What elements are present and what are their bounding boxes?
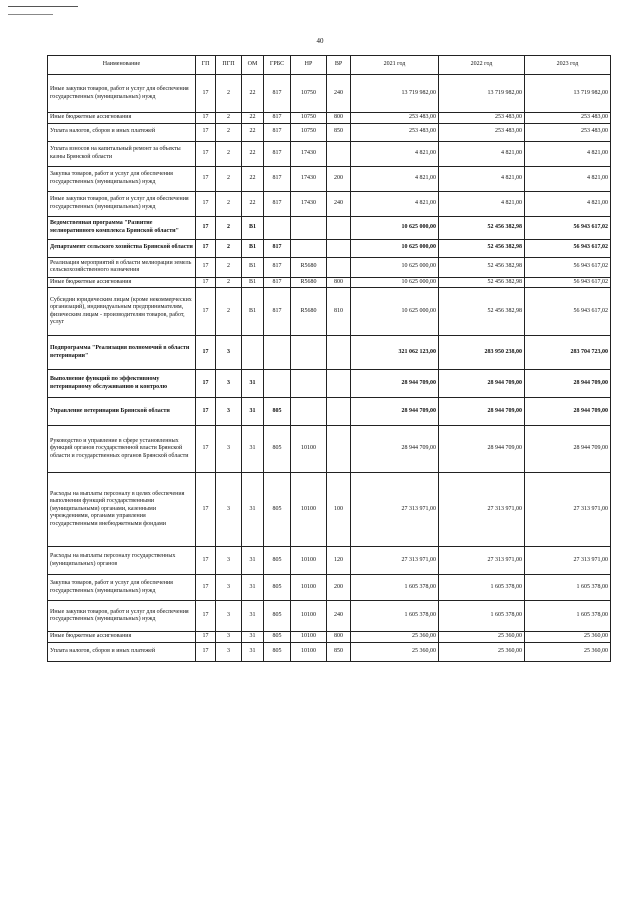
cell-om: 31 [242, 473, 264, 547]
cell-y2023: 25 360,00 [525, 632, 611, 643]
table-row [48, 239, 611, 257]
column-header-gp: ГП [196, 56, 216, 75]
header-rule-short [8, 14, 53, 15]
cell-y2022: 52 456 382,98 [439, 257, 525, 277]
cell-y2023: 56 943 617,02 [525, 239, 611, 257]
cell-y2022: 1 605 378,00 [439, 601, 525, 632]
cell-vr: 850 [327, 642, 351, 661]
cell-y2022: 27 313 971,00 [439, 473, 525, 547]
cell-vr: 120 [327, 547, 351, 575]
cell-name: Иные бюджетные ассигнования [48, 632, 196, 643]
cell-grbs: 817 [264, 257, 291, 277]
cell-gp: 17 [196, 632, 216, 643]
cell-y2022: 52 456 382,98 [439, 288, 525, 336]
cell-y2022: 4 821,00 [439, 166, 525, 191]
table-row [48, 547, 611, 575]
cell-om: 22 [242, 75, 264, 113]
cell-grbs: 805 [264, 547, 291, 575]
cell-pgp: 2 [216, 166, 242, 191]
table-row [48, 191, 611, 216]
cell-pgp: 3 [216, 575, 242, 601]
cell-nr: 10750 [291, 123, 327, 141]
cell-grbs: 817 [264, 75, 291, 113]
cell-om: 31 [242, 547, 264, 575]
cell-grbs: 805 [264, 398, 291, 426]
cell-gp: 17 [196, 288, 216, 336]
cell-y2023: 27 313 971,00 [525, 473, 611, 547]
cell-name: Иные закупки товаров, работ и услуг для обеспечения государственных (муниципальных) нужд [48, 601, 196, 632]
cell-grbs: 805 [264, 473, 291, 547]
cell-pgp: 3 [216, 473, 242, 547]
cell-pgp: 3 [216, 370, 242, 398]
table-row [48, 288, 611, 336]
cell-vr [327, 426, 351, 473]
cell-y2021: 10 625 000,00 [351, 216, 439, 239]
cell-y2023: 4 821,00 [525, 191, 611, 216]
cell-gp: 17 [196, 141, 216, 166]
cell-name: Управление ветеринарии Брянской области [48, 398, 196, 426]
cell-y2022: 27 313 971,00 [439, 547, 525, 575]
cell-y2023: 27 313 971,00 [525, 547, 611, 575]
table-row [48, 113, 611, 124]
cell-gp: 17 [196, 642, 216, 661]
cell-y2021: 253 483,00 [351, 123, 439, 141]
cell-pgp: 2 [216, 141, 242, 166]
cell-name: Закупка товаров, работ и услуг для обеспечения государственных (муниципальных) нужд [48, 575, 196, 601]
table-row [48, 398, 611, 426]
cell-nr: 10100 [291, 426, 327, 473]
cell-y2021: 25 360,00 [351, 642, 439, 661]
cell-vr: 240 [327, 191, 351, 216]
cell-om: 22 [242, 123, 264, 141]
cell-y2022: 13 719 982,00 [439, 75, 525, 113]
cell-name: Уплата налогов, сборов и иных платежей [48, 642, 196, 661]
cell-grbs: 817 [264, 123, 291, 141]
cell-name: Уплата взносов на капитальный ремонт за объекты казны Брянской области [48, 141, 196, 166]
cell-y2021: 10 625 000,00 [351, 277, 439, 288]
cell-y2021: 1 605 378,00 [351, 601, 439, 632]
cell-y2023: 1 605 378,00 [525, 601, 611, 632]
cell-y2023: 25 360,00 [525, 642, 611, 661]
cell-y2023: 56 943 617,02 [525, 216, 611, 239]
cell-y2021: 10 625 000,00 [351, 239, 439, 257]
cell-grbs [264, 370, 291, 398]
cell-y2021: 27 313 971,00 [351, 547, 439, 575]
cell-grbs: 817 [264, 191, 291, 216]
cell-gp: 17 [196, 336, 216, 370]
cell-nr: R5680 [291, 257, 327, 277]
column-header-2022: 2022 год [439, 56, 525, 75]
cell-vr: 100 [327, 473, 351, 547]
cell-name: Субсидии юридическим лицам (кроме некоммерческих организаций), индивидуальным предпринимателям, физическим лицам - производителям товаров, работ, услуг [48, 288, 196, 336]
cell-y2022: 283 950 238,00 [439, 336, 525, 370]
table-row [48, 473, 611, 547]
cell-om: 31 [242, 370, 264, 398]
cell-y2021: 4 821,00 [351, 166, 439, 191]
cell-y2023: 1 605 378,00 [525, 575, 611, 601]
cell-grbs: 817 [264, 141, 291, 166]
table-row [48, 426, 611, 473]
cell-y2022: 253 483,00 [439, 113, 525, 124]
cell-gp: 17 [196, 370, 216, 398]
cell-y2023: 253 483,00 [525, 113, 611, 124]
cell-grbs: 805 [264, 601, 291, 632]
cell-y2022: 52 456 382,98 [439, 239, 525, 257]
cell-grbs: 817 [264, 239, 291, 257]
cell-y2021: 1 605 378,00 [351, 575, 439, 601]
cell-gp: 17 [196, 216, 216, 239]
cell-grbs: 805 [264, 642, 291, 661]
table-row [48, 601, 611, 632]
column-header-2021: 2021 год [351, 56, 439, 75]
cell-y2021: 25 360,00 [351, 632, 439, 643]
cell-nr [291, 336, 327, 370]
cell-grbs: 817 [264, 113, 291, 124]
column-header-vr: ВР [327, 56, 351, 75]
cell-nr: 17430 [291, 191, 327, 216]
page-number: 40 [316, 37, 324, 45]
table-body [48, 75, 611, 662]
cell-vr: 200 [327, 575, 351, 601]
cell-vr: 240 [327, 601, 351, 632]
cell-name: Реализация мероприятий в области мелиорации земель сельскохозяйственного назначения [48, 257, 196, 277]
table-row [48, 257, 611, 277]
cell-y2022: 52 456 382,98 [439, 216, 525, 239]
cell-gp: 17 [196, 166, 216, 191]
cell-y2021: 253 483,00 [351, 113, 439, 124]
table-row [48, 123, 611, 141]
cell-gp: 17 [196, 601, 216, 632]
cell-vr: 850 [327, 123, 351, 141]
cell-name: Закупка товаров, работ и услуг для обеспечения государственных (муниципальных) нужд [48, 166, 196, 191]
cell-grbs [264, 336, 291, 370]
cell-y2022: 4 821,00 [439, 141, 525, 166]
cell-nr [291, 398, 327, 426]
cell-grbs: 805 [264, 575, 291, 601]
cell-y2022: 52 456 382,98 [439, 277, 525, 288]
cell-y2022: 25 360,00 [439, 642, 525, 661]
cell-grbs [264, 216, 291, 239]
table-row [48, 336, 611, 370]
cell-vr: 240 [327, 75, 351, 113]
cell-y2021: 4 821,00 [351, 141, 439, 166]
cell-name: Департамент сельского хозяйства Брянской области [48, 239, 196, 257]
cell-name: Иные бюджетные ассигнования [48, 113, 196, 124]
cell-vr: 800 [327, 113, 351, 124]
cell-y2022: 25 360,00 [439, 632, 525, 643]
cell-pgp: 2 [216, 123, 242, 141]
cell-om: В1 [242, 216, 264, 239]
cell-y2021: 4 821,00 [351, 191, 439, 216]
table-row [48, 75, 611, 113]
cell-name: Подпрограмма "Реализация полномочий в области ветеринарии" [48, 336, 196, 370]
cell-y2021: 27 313 971,00 [351, 473, 439, 547]
cell-om: 31 [242, 398, 264, 426]
cell-nr: R5680 [291, 277, 327, 288]
cell-pgp: 2 [216, 288, 242, 336]
table-row [48, 141, 611, 166]
cell-nr: 10100 [291, 547, 327, 575]
cell-grbs: 805 [264, 632, 291, 643]
budget-table [47, 55, 611, 662]
cell-vr [327, 336, 351, 370]
cell-y2022: 1 605 378,00 [439, 575, 525, 601]
cell-om [242, 336, 264, 370]
cell-y2022: 28 944 709,00 [439, 370, 525, 398]
cell-nr: 10100 [291, 575, 327, 601]
cell-nr: 10100 [291, 601, 327, 632]
cell-gp: 17 [196, 239, 216, 257]
cell-om: 22 [242, 141, 264, 166]
cell-name: Расходы на выплаты персоналу в целях обеспечения выполнения функций государственными (муниципальными) органами, казенными учреждениями, органами управления государственными внебюджетными фондами [48, 473, 196, 547]
cell-gp: 17 [196, 123, 216, 141]
cell-y2023: 56 943 617,02 [525, 277, 611, 288]
cell-vr: 200 [327, 166, 351, 191]
cell-name: Иные бюджетные ассигнования [48, 277, 196, 288]
cell-om: В1 [242, 239, 264, 257]
column-header-2023: 2023 год [525, 56, 611, 75]
cell-name: Иные закупки товаров, работ и услуг для обеспечения государственных (муниципальных) нужд [48, 191, 196, 216]
cell-y2022: 253 483,00 [439, 123, 525, 141]
cell-grbs: 805 [264, 426, 291, 473]
cell-y2023: 28 944 709,00 [525, 370, 611, 398]
cell-vr [327, 239, 351, 257]
cell-pgp: 2 [216, 257, 242, 277]
cell-vr: 800 [327, 632, 351, 643]
cell-om: 22 [242, 113, 264, 124]
cell-y2023: 253 483,00 [525, 123, 611, 141]
cell-nr: 10750 [291, 113, 327, 124]
cell-gp: 17 [196, 575, 216, 601]
table-row [48, 575, 611, 601]
cell-gp: 17 [196, 277, 216, 288]
cell-vr: 810 [327, 288, 351, 336]
cell-nr: R5680 [291, 288, 327, 336]
cell-gp: 17 [196, 113, 216, 124]
cell-name: Иные закупки товаров, работ и услуг для обеспечения государственных (муниципальных) нужд [48, 75, 196, 113]
column-header-grbs: ГРБС [264, 56, 291, 75]
cell-om: 31 [242, 575, 264, 601]
cell-om: В1 [242, 277, 264, 288]
cell-vr: 800 [327, 277, 351, 288]
cell-nr: 17430 [291, 166, 327, 191]
cell-om: 31 [242, 426, 264, 473]
cell-y2021: 28 944 709,00 [351, 370, 439, 398]
cell-pgp: 3 [216, 642, 242, 661]
cell-gp: 17 [196, 75, 216, 113]
cell-y2023: 56 943 617,02 [525, 257, 611, 277]
cell-nr: 10750 [291, 75, 327, 113]
cell-om: 31 [242, 642, 264, 661]
cell-y2021: 13 719 982,00 [351, 75, 439, 113]
cell-pgp: 2 [216, 239, 242, 257]
cell-y2022: 28 944 709,00 [439, 398, 525, 426]
cell-nr: 17430 [291, 141, 327, 166]
cell-y2021: 28 944 709,00 [351, 426, 439, 473]
cell-y2021: 10 625 000,00 [351, 288, 439, 336]
cell-y2023: 4 821,00 [525, 141, 611, 166]
cell-gp: 17 [196, 257, 216, 277]
cell-pgp: 2 [216, 75, 242, 113]
cell-pgp: 2 [216, 191, 242, 216]
cell-vr [327, 141, 351, 166]
cell-vr [327, 398, 351, 426]
cell-y2023: 13 719 982,00 [525, 75, 611, 113]
cell-nr [291, 370, 327, 398]
cell-om: 22 [242, 166, 264, 191]
cell-vr [327, 257, 351, 277]
cell-y2022: 4 821,00 [439, 191, 525, 216]
cell-y2023: 4 821,00 [525, 166, 611, 191]
cell-pgp: 3 [216, 547, 242, 575]
cell-grbs: 817 [264, 277, 291, 288]
cell-name: Выполнение функций по эффективному ветеринарному обслуживанию и контролю [48, 370, 196, 398]
cell-y2021: 321 062 123,00 [351, 336, 439, 370]
cell-y2023: 283 704 723,00 [525, 336, 611, 370]
cell-y2023: 56 943 617,02 [525, 288, 611, 336]
cell-y2021: 10 625 000,00 [351, 257, 439, 277]
cell-nr: 10100 [291, 473, 327, 547]
table-row [48, 166, 611, 191]
cell-gp: 17 [196, 398, 216, 426]
column-header-name: Наименование [48, 56, 196, 75]
cell-grbs: 817 [264, 166, 291, 191]
cell-name: Руководство и управление в сфере установленных функций органов государственной власти Брянской области и государственных органов Брянской области [48, 426, 196, 473]
table-row [48, 632, 611, 643]
cell-pgp: 2 [216, 113, 242, 124]
cell-grbs: 817 [264, 288, 291, 336]
table-row [48, 216, 611, 239]
cell-om: 22 [242, 191, 264, 216]
cell-vr [327, 370, 351, 398]
cell-nr [291, 216, 327, 239]
cell-om: В1 [242, 288, 264, 336]
header-rule [8, 6, 78, 7]
cell-om: В1 [242, 257, 264, 277]
cell-nr: 10100 [291, 632, 327, 643]
cell-name: Уплата налогов, сборов и иных платежей [48, 123, 196, 141]
cell-pgp: 3 [216, 426, 242, 473]
cell-pgp: 2 [216, 277, 242, 288]
cell-y2021: 28 944 709,00 [351, 398, 439, 426]
cell-pgp: 3 [216, 601, 242, 632]
cell-gp: 17 [196, 473, 216, 547]
cell-name: Расходы на выплаты персоналу государственных (муниципальных) органов [48, 547, 196, 575]
cell-y2023: 28 944 709,00 [525, 426, 611, 473]
cell-pgp: 2 [216, 216, 242, 239]
cell-gp: 17 [196, 191, 216, 216]
table-row [48, 370, 611, 398]
cell-gp: 17 [196, 426, 216, 473]
cell-name: Ведомственная программа "Развитие мелиоративного комплекса Брянской области" [48, 216, 196, 239]
table-row [48, 642, 611, 661]
column-header-nr: НР [291, 56, 327, 75]
column-header-pgp: ПГП [216, 56, 242, 75]
cell-om: 31 [242, 632, 264, 643]
table-row [48, 277, 611, 288]
cell-gp: 17 [196, 547, 216, 575]
cell-pgp: 3 [216, 632, 242, 643]
cell-pgp: 3 [216, 398, 242, 426]
cell-y2022: 28 944 709,00 [439, 426, 525, 473]
column-header-om: ОМ [242, 56, 264, 75]
cell-pgp: 3 [216, 336, 242, 370]
cell-y2023: 28 944 709,00 [525, 398, 611, 426]
table-header-row [48, 56, 611, 75]
cell-nr [291, 239, 327, 257]
cell-om: 31 [242, 601, 264, 632]
cell-nr: 10100 [291, 642, 327, 661]
cell-vr [327, 216, 351, 239]
